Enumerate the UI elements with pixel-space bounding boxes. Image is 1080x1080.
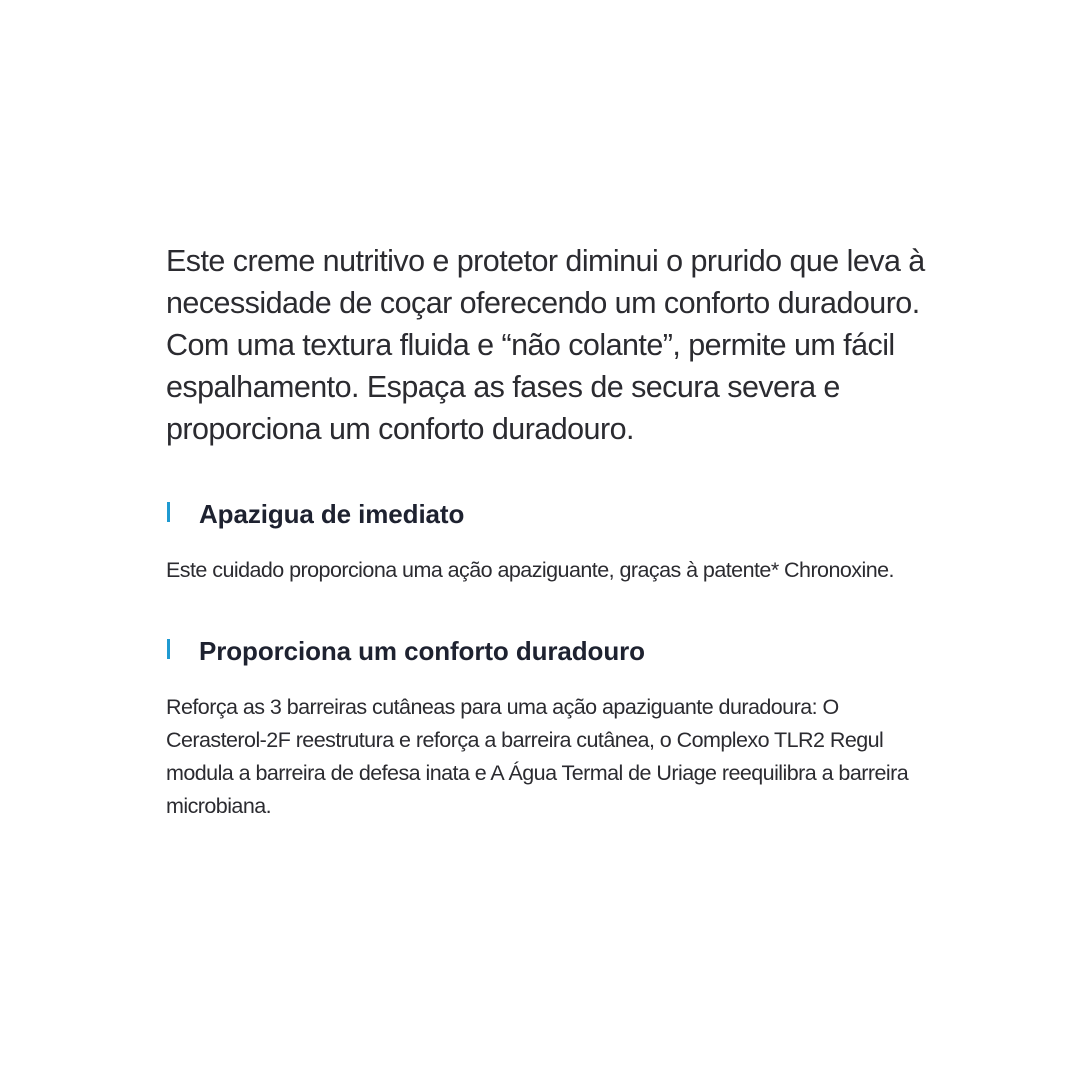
intro-paragraph: Este creme nutritivo e protetor diminui o prurido que leva à necessidade de coçar oferecendo um conforto duradouro. Com uma textura fluida e “não colante”, permite um fácil espalhamento. Espaça as fases de secura severa e proporciona um conforto duradouro. (166, 244, 925, 446)
section-title: Proporciona um conforto duradouro (199, 635, 645, 666)
section-apazigua (166, 494, 926, 587)
section-heading (166, 494, 926, 534)
accent-bar-icon (167, 639, 170, 659)
section-body: Este cuidado proporciona uma ação apaziguante, graças à patente* Chronoxine. (166, 558, 894, 582)
section-title: Apazigua de imediato (199, 498, 465, 529)
section-heading (166, 631, 926, 671)
product-description (166, 240, 926, 823)
accent-bar-icon (167, 502, 170, 522)
section-body: Reforça as 3 barreiras cutâneas para uma ação apaziguante duradoura: O Cerasterol-2F reestrutura e reforça a barreira cutânea, o Complexo TLR2 Regul modula a barreira de defesa inata e A Água Termal de Uriage reequilibra a barreira microbiana. (166, 695, 909, 818)
section-conforto (166, 631, 926, 823)
